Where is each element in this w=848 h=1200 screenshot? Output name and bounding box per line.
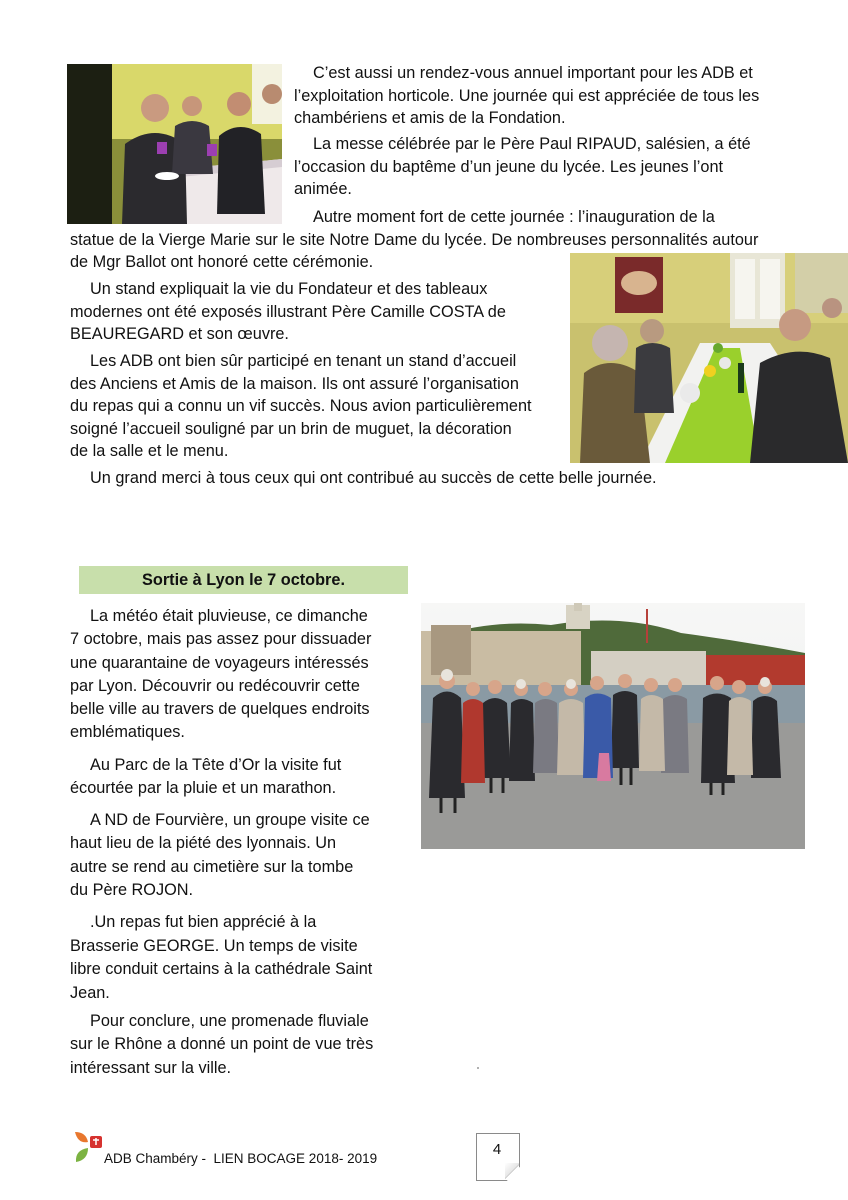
paragraph-line: C’est aussi un rendez-vous annuel important pour les ADB et	[313, 64, 753, 82]
paragraph-line: Brasserie GEORGE. Un temps de visite	[70, 937, 358, 955]
paragraph-line: modernes ont été exposés illustrant Père Camille COSTA de	[70, 303, 506, 321]
paragraph-line: intéressant sur la ville.	[70, 1059, 232, 1077]
paragraph-line: du Père ROJON.	[70, 881, 194, 899]
paragraph-line: La messe célébrée par le Père Paul RIPAUD, salésien, a été	[313, 135, 751, 153]
paragraph-line: autre se rend au cimetière sur la tombe	[70, 858, 354, 876]
photo-banquet-hall	[570, 253, 848, 463]
paragraph-line: Au Parc de la Tête d’Or la visite fut	[90, 756, 342, 774]
paragraph-line: l’exploitation horticole. Une journée qui est appréciée de tous les	[294, 87, 760, 105]
footer-publication: ADB Chambéry - LIEN BOCAGE 2018- 2019	[104, 1151, 378, 1166]
paragraph-line: sur le Rhône a donné un point de vue très	[70, 1035, 374, 1053]
paragraph-line: haut lieu de la piété des lyonnais. Un	[70, 834, 337, 852]
paragraph-line: soigné l’accueil souligné par un brin de muguet, la décoration	[70, 420, 512, 438]
paragraph-line: BEAUREGARD et son œuvre.	[70, 325, 289, 343]
paragraph-line: du repas qui a connu un vif succès. Nous avion particulièrement	[70, 397, 532, 415]
section-heading-banner	[79, 566, 408, 594]
section-heading: Sortie à Lyon le 7 octobre.	[142, 571, 345, 589]
paragraph-line: de Mgr Ballot ont honoré cette cérémonie.	[70, 253, 374, 271]
paragraph-line: A ND de Fourvière, un groupe visite ce	[90, 811, 370, 829]
paragraph-line: écourtée par la pluie et un marathon.	[70, 779, 337, 797]
paragraph-line: .Un repas fut bien apprécié à la	[90, 913, 317, 931]
paragraph-line: 7 octobre, mais pas assez pour dissuader	[70, 630, 372, 648]
leaf-logo-icon	[72, 1130, 106, 1164]
paragraph-line: de la salle et le menu.	[70, 442, 229, 460]
page-number: 4	[492, 1141, 502, 1158]
paragraph-line: Pour conclure, une promenade fluviale	[90, 1012, 369, 1030]
paragraph-line: des Anciens et Amis de la maison. Ils ont assuré l’organisation	[70, 375, 519, 393]
page-corner-fold	[505, 1163, 519, 1179]
paragraph-line: libre conduit certains à la cathédrale Saint	[70, 960, 373, 978]
paragraph-line: Un grand merci à tous ceux qui ont contribué au succès de cette belle journée.	[90, 469, 657, 487]
paragraph-line: animée.	[294, 180, 352, 198]
paragraph-line: La météo était pluvieuse, ce dimanche	[90, 607, 368, 625]
photo-dinner-guests	[67, 64, 282, 224]
photo-lyon-group	[421, 603, 805, 849]
paragraph-line: chambériens et amis de la Fondation.	[294, 109, 566, 127]
paragraph-line: belle ville au travers de quelques endroits	[70, 700, 370, 718]
paragraph-line: Autre moment fort de cette journée : l’inauguration de la	[313, 208, 715, 226]
paragraph-line: l’occasion du baptême d’un jeune du lycée. Les jeunes l’ont	[294, 158, 724, 176]
paragraph-line: une quarantaine de voyageurs intéressés	[70, 654, 369, 672]
footer-logo	[72, 1130, 106, 1164]
paragraph-line: Les ADB ont bien sûr participé en tenant un stand d’accueil	[90, 352, 517, 370]
paragraph-line: Jean.	[70, 984, 110, 1002]
paragraph-line: statue de la Vierge Marie sur le site Notre Dame du lycée. De nombreuses personnalités autour	[70, 231, 759, 249]
stray-dot	[477, 1067, 479, 1069]
paragraph-line: Un stand expliquait la vie du Fondateur et des tableaux	[90, 280, 488, 298]
paragraph-line: emblématiques.	[70, 723, 185, 741]
paragraph-line: par Lyon. Découvrir ou redécouvrir cette	[70, 677, 360, 695]
